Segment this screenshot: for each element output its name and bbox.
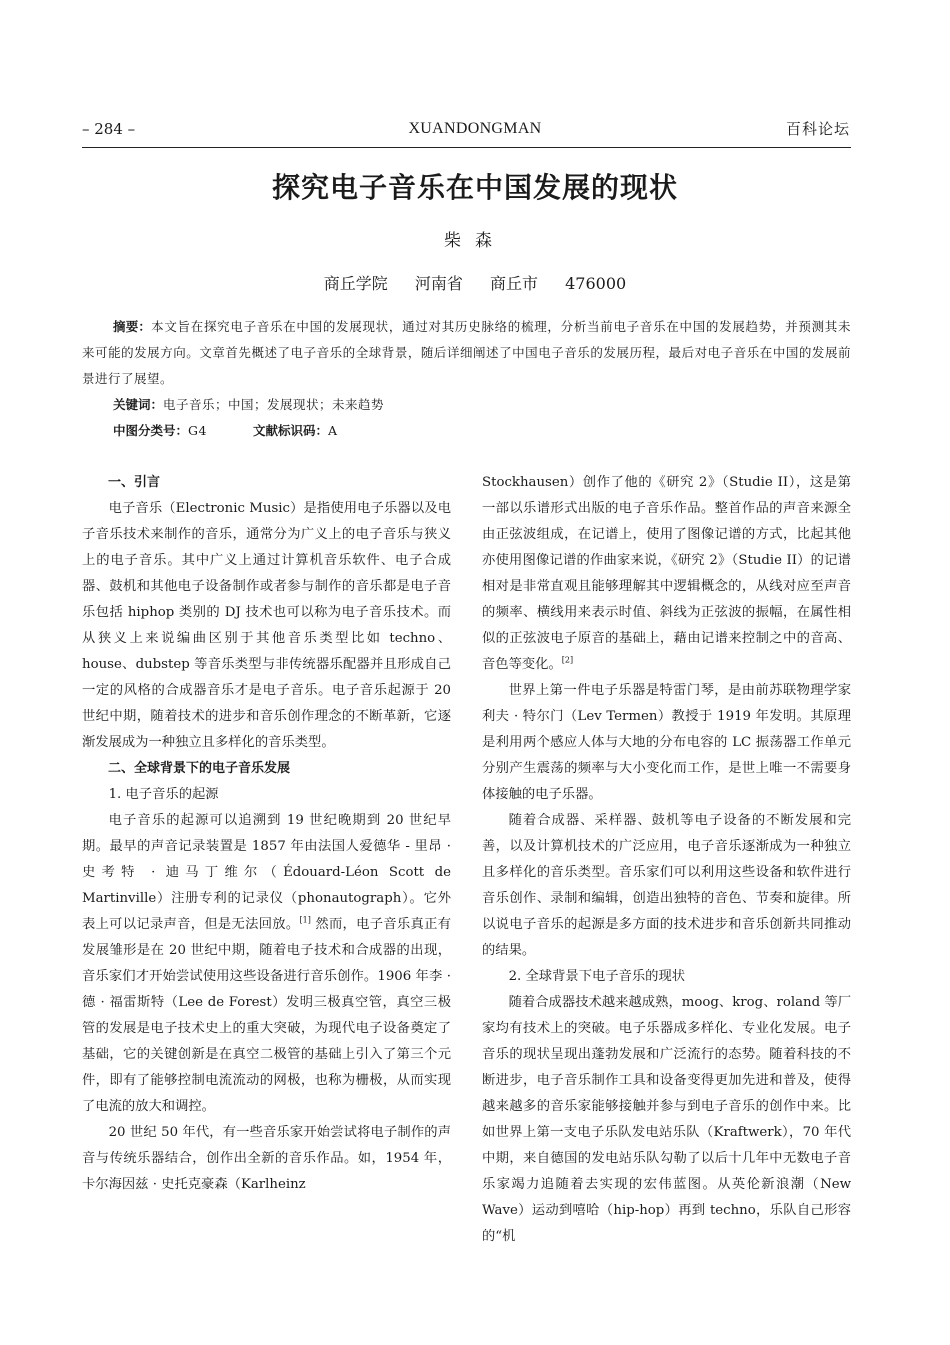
subsection-heading-status: 2. 全球背景下电子音乐的现状 [508,969,686,984]
paragraph-text: 电子音乐的起源可以追溯到 19 世纪晚期到 20 世纪早期。最早的声音记录装置是 1857 年由法国人爱德华 - 里昂 · 史考特 · 迪马丁维尔（Édouard-Léon Scott de Martinville）注册专利的记录仪（phonautograph）。它外表上可以记录声音，但是无法回放。 [82,813,451,932]
abstract [82,314,851,392]
abstract-label: 摘要： [113,319,152,334]
author-affiliation [0,272,950,296]
citation-ref: [2] [561,655,574,665]
citation-ref: [1] [299,915,311,925]
clc-label: 中图分类号： [113,423,189,438]
affiliation-province: 河南省 [414,274,463,293]
header-journal-name: XUANDONGMAN [408,120,542,137]
section-heading-global: 二、全球背景下的电子音乐发展 [108,761,291,776]
affiliation-city: 商丘市 [490,274,539,293]
section-heading-intro: 一、引言 [108,475,161,490]
paragraph: 世界上第一件电子乐器是特雷门琴，是由前苏联物理学家利夫 · 特尔门（Lev Termen）教授于 1919 年发明。其原理是利用两个感应人体与大地的分布电容的 LC 振荡器工作单元分别产生震荡的频率与大小变化而工作，是世上唯一不需要身体接触的电子乐器。 [482,683,851,802]
paragraph-text: 然而，电子音乐真正有发展雏形是在 20 世纪中期，随着电子技术和合成器的出现，音乐家们才开始尝试使用这些设备进行音乐创作。1906 年李 · 德 · 福雷斯特（Lee de Forest）发明三极真空管，真空三极管的发展是电子技术史上的重大突破，为现代电子设备奠定了基础，它的关键创新是在真空二极管的基础上引入了第三个元件，即有了能够控制电流流动的网极，也称为栅极，从而实现了电流的放大和调控。 [82,917,452,1114]
subsection-heading-origin: 1. 电子音乐的起源 [108,787,219,802]
paragraph: 随着合成器、采样器、鼓机等电子设备的不断发展和完善，以及计算机技术的广泛应用，电子音乐逐渐成为一种独立且多样化的音乐类型。音乐家们可以利用这些设备和软件进行音乐创作、录制和编辑，创造出独特的音色、节奏和旋律。所以说电子音乐的起源是多方面的技术进步和音乐创新共同推动的结果。 [482,813,851,958]
affiliation-school: 商丘学院 [323,274,388,293]
keywords [82,392,882,418]
paragraph [82,808,451,1120]
paragraph: 20 世纪 50 年代，有一些音乐家开始尝试将电子制作的声音与传统乐器结合，创作出全新的音乐作品。如，1954 年，卡尔海因兹 · 史托克豪森（Karlheinz [82,1125,451,1192]
body-column-left [82,470,451,1198]
header-page-number: – 284 – [82,120,136,138]
header-column-name: 百科论坛 [785,120,850,138]
keywords-label: 关键词： [113,397,164,412]
keywords-text: 电子音乐；中国；发展现状；未来趋势 [163,397,385,412]
doc-code-label: 文献标识码： [252,423,328,438]
abstract-text: 本文旨在探究电子音乐在中国的发展现状，通过对其历史脉络的梳理，分析当前电子音乐在中国的发展趋势，并预测其未来可能的发展方向。文章首先概述了电子音乐的全球背景，随后详细阐述了中国电子音乐的发展历程，最后对电子音乐在中国的发展前景进行了展望。 [82,319,851,386]
body-column-right [482,470,851,1250]
affiliation-postcode: 476000 [565,274,627,293]
paragraph: 随着合成器技术越来越成熟，moog、krog、roland 等厂家均有技术上的突破。电子乐器成多样化、专业化发展。电子音乐的现状呈现出蓬勃发展和广泛流行的态势。随着科技的不断进步，电子音乐制作工具和设备变得更加先进和普及，使得越来越多的音乐家能够接触并参与到电子音乐的创作中来。比如世界上第一支电子乐队发电站乐队（Kraftwerk），70 年代中期，来自德国的发电站乐队勾勒了以后十几年中无数电子音乐家竭力追随着去实现的宏伟蓝图。从英伦新浪潮（New Wave）运动到嘻哈（hip-hop）再到 techno，乐队自己形容的“机 [482,995,851,1244]
header-divider [82,147,851,148]
paragraph [482,470,851,678]
classification-line [82,418,882,444]
article-author: 柴森 [444,231,506,251]
paragraph-text: Stockhausen）创作了他的《研究 2》（Studie II），这是第一部以乐谱形式出版的电子音乐作品。整首作品的声音来源全由正弦波组成，在记谱上，使用了图像记谱的方式，比起其他亦使用图像记谱的作曲家来说，《研究 2》（Studie II）的记谱相对是非常直观且能够理解其中逻辑概念的，从线对应至声音的频率、横线用来表示时值、斜线为正弦波的振幅，在属性相似的正弦波电子原音的基础上，藉由记谱来控制之中的音高、音色等变化。 [482,475,851,672]
clc-value: G4 [188,423,207,438]
article-title: 探究电子音乐在中国发展的现状 [271,171,678,204]
paragraph: 电子音乐（Electronic Music）是指使用电子乐器以及电子音乐技术来制作的音乐，通常分为广义上的电子音乐与狭义上的电子音乐。其中广义上通过计算机音乐软件、电子合成器、鼓机和其他电子设备制作或者参与制作的音乐都是电子音乐包括 hiphop 类别的 DJ 技术也可以称为电子音乐技术。而从狭义上来说编曲区别于其他音乐类型比如 techno、house、dubstep 等音乐类型与非传统器乐配器并且形成自己一定的风格的合成器音乐才是电子音乐。电子音乐起源于 20 世纪中期，随着技术的进步和音乐创作理念的不断革新，它逐渐发展成为一种独立且多样化的音乐类型。 [82,501,451,750]
doc-code-value: A [327,423,338,438]
